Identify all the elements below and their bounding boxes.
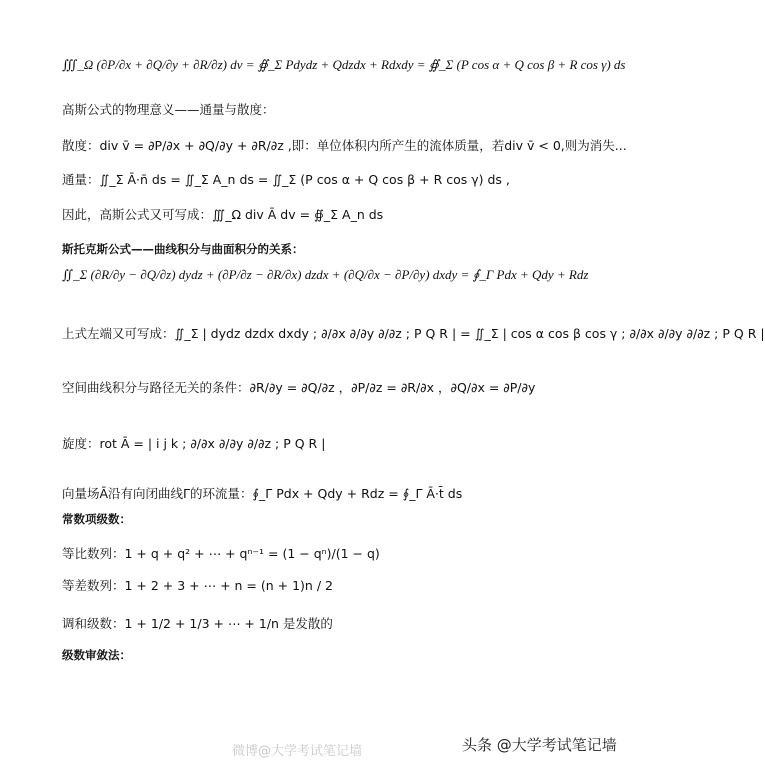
formula-line: ∬_Σ (∂R/∂y − ∂Q/∂z) dydz + (∂P/∂z − ∂R/∂x) dzdx + (∂Q/∂x − ∂P/∂y) dxdy = ∮_Γ Pdx + Qdy + Rdz [62,267,589,282]
formula-line: ∭_Ω (∂P/∂x + ∂Q/∂y + ∂R/∂z) dv = ∯_Σ Pdydz + Qdzdx + Rdxdy = ∯_Σ (P cos α + Q cos β + R cos γ) ds [62,57,626,72]
section-heading: 常数项级数： [62,512,131,526]
formula-line: 上式左端又可写成：∬_Σ | dydz dzdx dxdy ; ∂/∂x ∂/∂y ∂/∂z ; P Q R | = ∬_Σ | cos α cos β cos γ ; ∂/∂x ∂/∂y ∂/∂z ; P Q R | [62,326,765,341]
weibo-watermark: 微博@大学考试笔记墙 [232,744,363,759]
formula-line: 调和级数：1 + 1/2 + 1/3 + ⋯ + 1/n 是发散的 [62,616,333,631]
formula-line: 高斯公式的物理意义——通量与散度： [62,102,275,117]
section-heading: 级数审敛法： [62,648,131,662]
formula-line: 等差数列：1 + 2 + 3 + ⋯ + n = (n + 1)n / 2 [62,578,333,593]
formula-line: 空间曲线积分与路径无关的条件：∂R/∂y = ∂Q/∂z ，∂P/∂z = ∂R/∂x ，∂Q/∂x = ∂P/∂y [62,380,536,395]
formula-line: 散度：div v̄ = ∂P/∂x + ∂Q/∂y + ∂R/∂z ,即：单位体积内所产生的流体质量，若div v̄ < 0,则为消失... [62,138,627,153]
section-heading: 斯托克斯公式——曲线积分与曲面积分的关系： [62,242,304,256]
formula-line: 因此，高斯公式又可写成：∭_Ω div Ā dv = ∯_Σ A_n ds [62,207,384,222]
formula-line: 旋度：rot Ā = | i j k ; ∂/∂x ∂/∂y ∂/∂z ; P Q R | [62,436,326,451]
formula-line: 通量：∬_Σ Ā·n̄ ds = ∬_Σ A_n ds = ∬_Σ (P cos α + Q cos β + R cos γ) ds , [62,172,510,187]
formula-line: 向量场Ā沿有向闭曲线Γ的环流量：∮_Γ Pdx + Qdy + Rdz = ∮_Γ Ā·t̄ ds [62,486,463,501]
formula-line: 等比数列：1 + q + q² + ⋯ + qⁿ⁻¹ = (1 − qⁿ)/(1 − q) [62,546,380,561]
toutiao-watermark: 头条 @大学考试笔记墙 [462,736,617,754]
